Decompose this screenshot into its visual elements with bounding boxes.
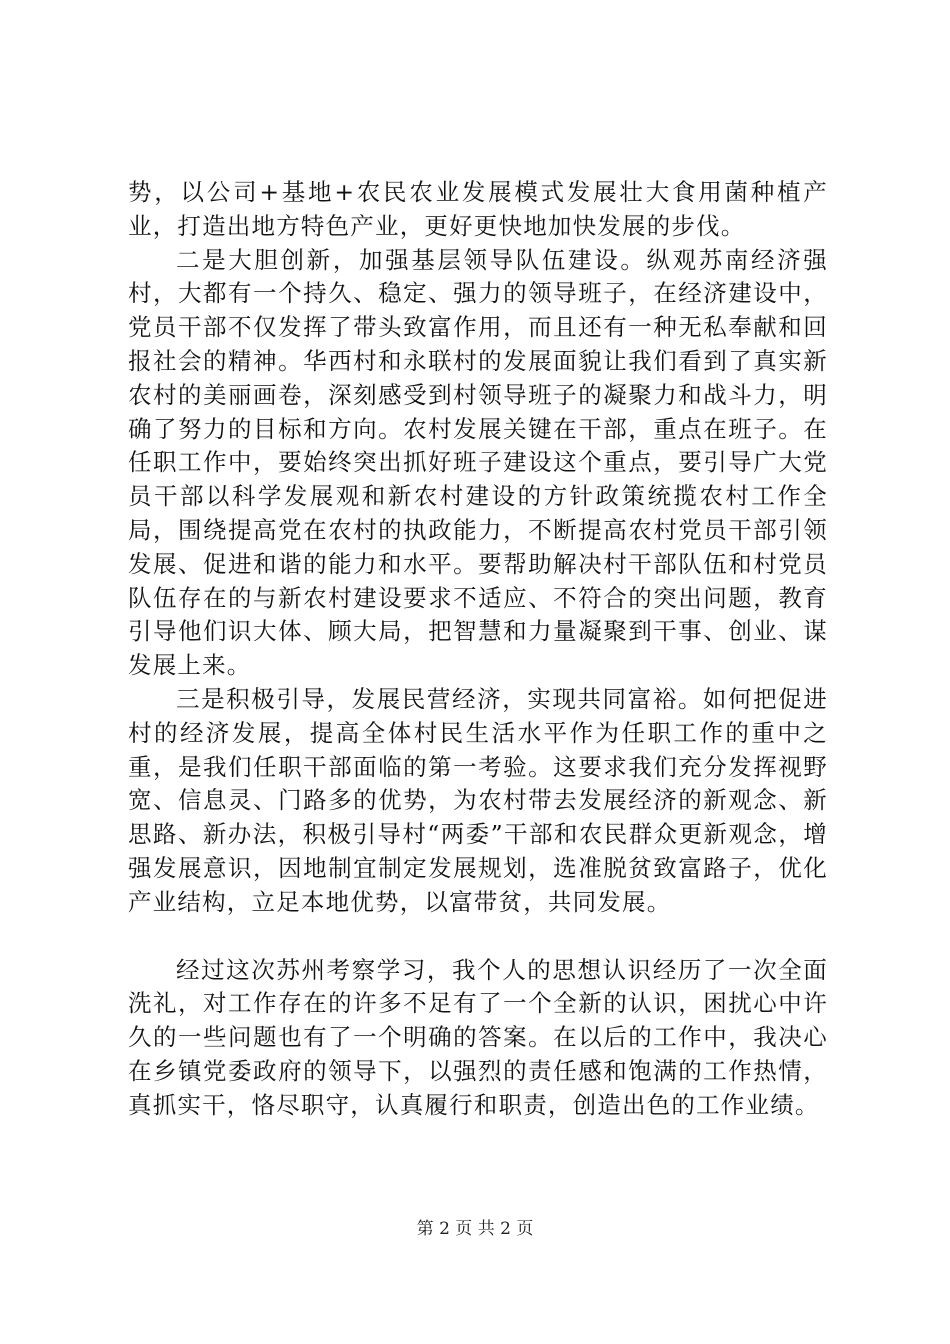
page-footer: 第 2 页 共 2 页	[416, 1219, 534, 1239]
paragraph-conclusion: 经过这次苏州考察学习，我个人的思想认识经历了一次全面洗礼，对工作存在的许多不足有了一个全新的认识，困扰心中许久的一些问题也有了一个明确的答案。在以后的工作中，我决心在乡镇党委政府的领导下，以强烈的责任感和饱满的工作热情，真抓实干，恪尽职守，认真履行和职责，创造出色的工作业绩。	[128, 955, 828, 1119]
paragraph-economy: 三是积极引导，发展民营经济，实现共同富裕。如何把促进村的经济发展，提高全体村民生活水平作为任职工作的重中之重，是我们任职干部面临的第一考验。这要求我们充分发挥视野宽、信息灵、门路多的优势，为农村带去发展经济的新观念、新思路、新办法，积极引导村“两委”干部和农民群众更新观念，增强发展意识，因地制宜制定发展规划，选准脱贫致富路子，优化产业结构，立足本地优势，以富带贫，共同发展。	[128, 684, 828, 916]
paragraph-leadership: 二是大胆创新，加强基层领导队伍建设。纵观苏南经济强村，大都有一个持久、稳定、强力的领导班子，在经济建设中，党员干部不仅发挥了带头致富作用，而且还有一种无私奉献和回报社会的精神。华西村和永联村的发展面貌让我们看到了真实新农村的美丽画卷，深刻感受到村领导班子的凝聚力和战斗力，明确了努力的目标和方向。农村发展关键在干部，重点在班子。在任职工作中，要始终突出抓好班子建设这个重点，要引导广大党员干部以科学发展观和新农村建设的方针政策统揽农村工作全局，围绕提高党在农村的执政能力，不断提高农村党员干部引领发展、促进和谐的能力和水平。要帮助解决村干部队伍和村党员队伍存在的与新农村建设要求不适应、不符合的突出问题，教育引导他们识大体、顾大局，把智慧和力量凝聚到干事、创业、谋发展上来。	[128, 245, 828, 680]
paragraph-continuation: 势，以公司+基地+农民农业发展模式发展壮大食用菌种植产业，打造出地方特色产业，更好更快地加快发展的步伐。	[128, 178, 828, 240]
document-body	[128, 176, 828, 1123]
